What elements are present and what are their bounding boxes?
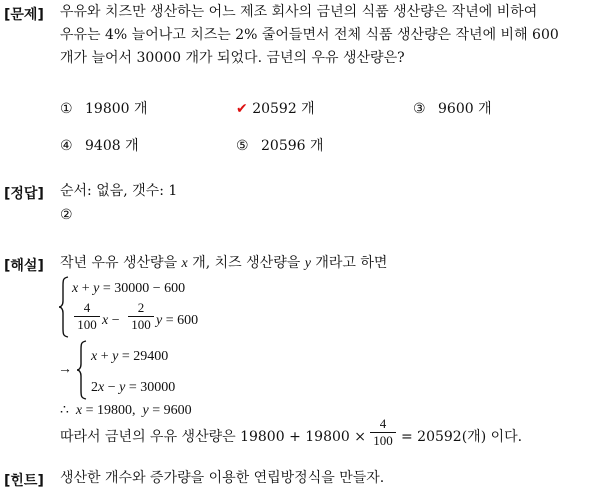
choice-1[interactable] — [60, 101, 148, 118]
problem-line-1: 우유와 치즈만 생산하는 어느 제조 회사의 금년의 식품 생산량은 작년에 비하여 — [60, 4, 538, 20]
choice-4[interactable] — [60, 138, 139, 155]
equation-2-middle: x − — [102, 313, 120, 328]
fraction-denominator: 100 — [373, 433, 393, 448]
fraction-denominator: 100 — [77, 317, 97, 332]
solution-tag: [해설] — [4, 258, 44, 274]
choice-2-text: 20592 개 — [252, 101, 315, 117]
solution-intro-b: 개, 치즈 생산량을 — [192, 255, 301, 271]
problem-line-3: 개가 늘어서 30000 개가 되었다. 금년의 우유 생산량은? — [60, 50, 405, 66]
equation-4: 2x − y = 30000 — [91, 380, 176, 395]
choice-5-text: 20596 개 — [261, 138, 324, 154]
solution-intro — [60, 255, 387, 272]
choice-1-number: ① — [60, 101, 73, 117]
solution-intro-a: 작년 우유 생산량을 — [60, 255, 178, 271]
fraction-4-over-100-b — [370, 417, 396, 448]
variable-y: y — [304, 256, 311, 271]
hint-text: 생산한 개수와 증가량을 이용한 연립방정식을 만들자. — [60, 470, 385, 486]
arrow-icon: → — [58, 362, 72, 377]
fraction-numerator: 2 — [137, 300, 145, 315]
choice-4-text: 9408 개 — [85, 138, 139, 154]
equation-3: x + y = 29400 — [91, 349, 169, 364]
choice-3-text: 9600 개 — [438, 101, 492, 117]
fraction-2-over-100 — [128, 301, 154, 332]
choice-3-number: ③ — [413, 101, 426, 117]
left-brace-2 — [76, 340, 88, 400]
fraction-denominator: 100 — [131, 317, 151, 332]
choice-4-number: ④ — [60, 138, 73, 154]
left-brace-1 — [58, 276, 70, 338]
choice-5[interactable] — [236, 138, 324, 155]
fraction-numerator: 4 — [83, 300, 91, 315]
solution-intro-c: 개라고 하면 — [315, 255, 388, 271]
answer-line-1: 순서: 없음, 갯수: 1 — [60, 183, 178, 199]
equation-1: x + y = 30000 − 600 — [72, 281, 186, 296]
final-statement-a: 따라서 금년의 우유 생산량은 19800 + 19800 × — [60, 429, 366, 445]
answer-tag: [정답] — [4, 186, 44, 202]
problem-tag: [문제] — [4, 7, 44, 23]
choice-5-number: ⑤ — [236, 138, 249, 154]
final-statement-b: = 20592(개) 이다. — [401, 429, 523, 445]
variable-x: x — [181, 256, 188, 271]
choice-3[interactable] — [413, 101, 492, 118]
problem-line-2: 우유는 4% 늘어나고 치즈는 2% 줄어들면서 전체 식품 생산량은 작년에 비해 600 — [60, 27, 559, 43]
fraction-numerator: 4 — [379, 416, 387, 431]
choice-2[interactable] — [236, 101, 315, 118]
fraction-4-over-100-a — [74, 301, 100, 332]
choice-1-text: 19800 개 — [85, 101, 148, 117]
answer-line-2: ② — [60, 207, 73, 223]
hint-tag: [힌트] — [4, 473, 44, 489]
therefore-line: ∴ x = 19800, y = 9600 — [60, 403, 192, 418]
check-mark-icon: ✔ — [236, 101, 248, 117]
equation-2-end: y = 600 — [156, 313, 199, 328]
